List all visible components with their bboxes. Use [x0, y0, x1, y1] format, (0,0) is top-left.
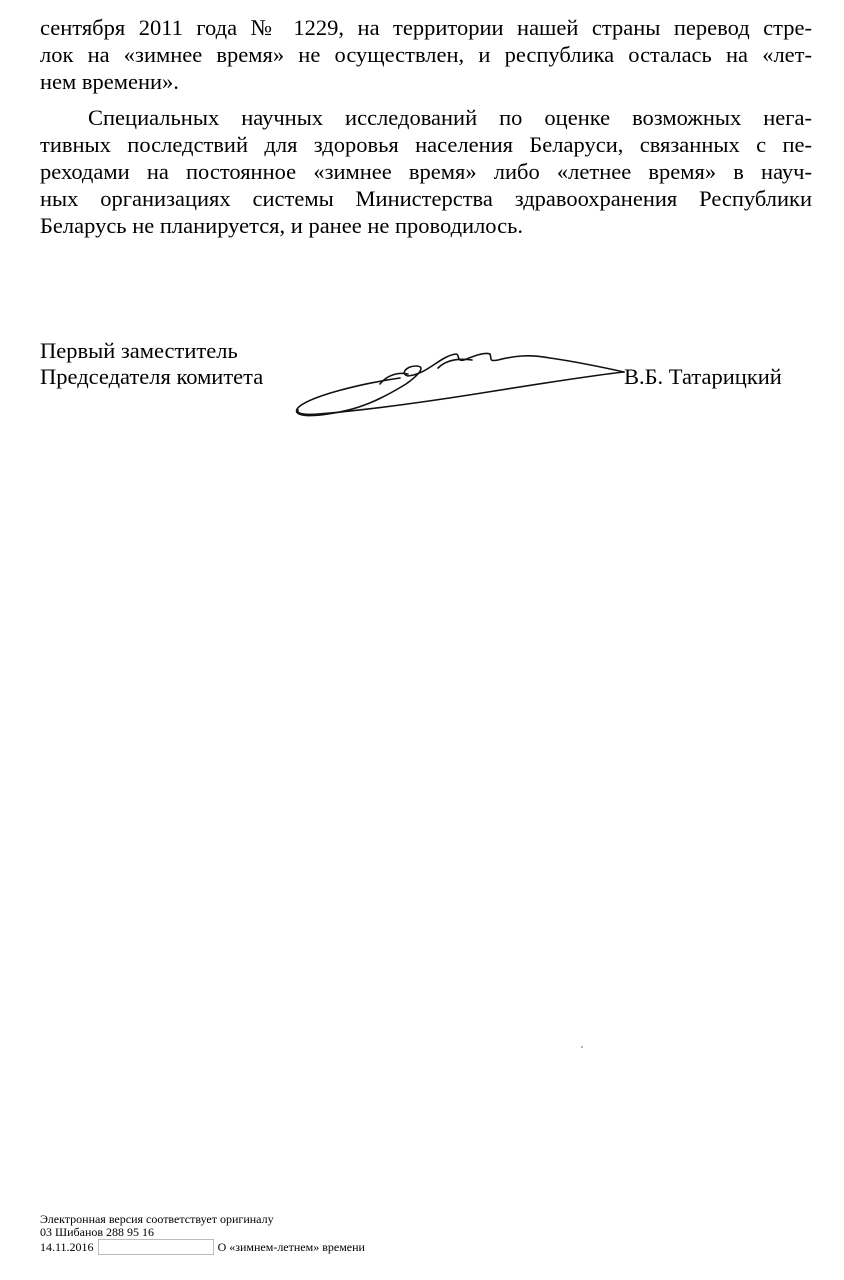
signer-position-line-1: Первый заместитель	[40, 338, 238, 363]
paragraph-line: сентября 2011 года № 1229, на территории нашей страны перевод стре-	[40, 15, 812, 40]
electronic-version-note: Электронная версия соответствует оригиналу	[40, 1212, 274, 1226]
executor-info: 03 Шибанов 288 95 16	[40, 1225, 155, 1239]
signer-position	[40, 338, 263, 390]
handwritten-signature	[288, 344, 628, 424]
letter-paragraph-2	[40, 104, 812, 239]
paragraph-line: нем времени».	[40, 69, 179, 94]
document-date: 14.11.2016	[40, 1240, 94, 1254]
registration-number-box	[98, 1239, 214, 1255]
scan-speck	[581, 1046, 583, 1048]
signer-position-line-2: Председателя комитета	[40, 364, 264, 389]
letter-paragraph-1	[40, 14, 812, 95]
paragraph-line: Беларусь не планируется, и ранее не проводилось.	[40, 213, 523, 238]
document-subject: О «зимнем-летнем» времени	[217, 1240, 365, 1254]
paragraph-line: ных организациях системы Министерства здравоохранения Республики	[40, 186, 812, 211]
signer-name: В.Б. Татарицкий	[624, 364, 782, 389]
footer-date-row	[40, 1239, 365, 1255]
paragraph-line: тивных последствий для здоровья населения Беларуси, связанных с пе-	[40, 132, 812, 157]
document-footer	[40, 1213, 365, 1255]
paragraph-line: лок на «зимнее время» не осуществлен, и республика осталась на «лет-	[40, 42, 812, 67]
paragraph-line: Специальных научных исследований по оценке возможных нега-	[88, 105, 812, 130]
paragraph-line: реходами на постоянное «зимнее время» либо «летнее время» в науч-	[40, 159, 812, 184]
